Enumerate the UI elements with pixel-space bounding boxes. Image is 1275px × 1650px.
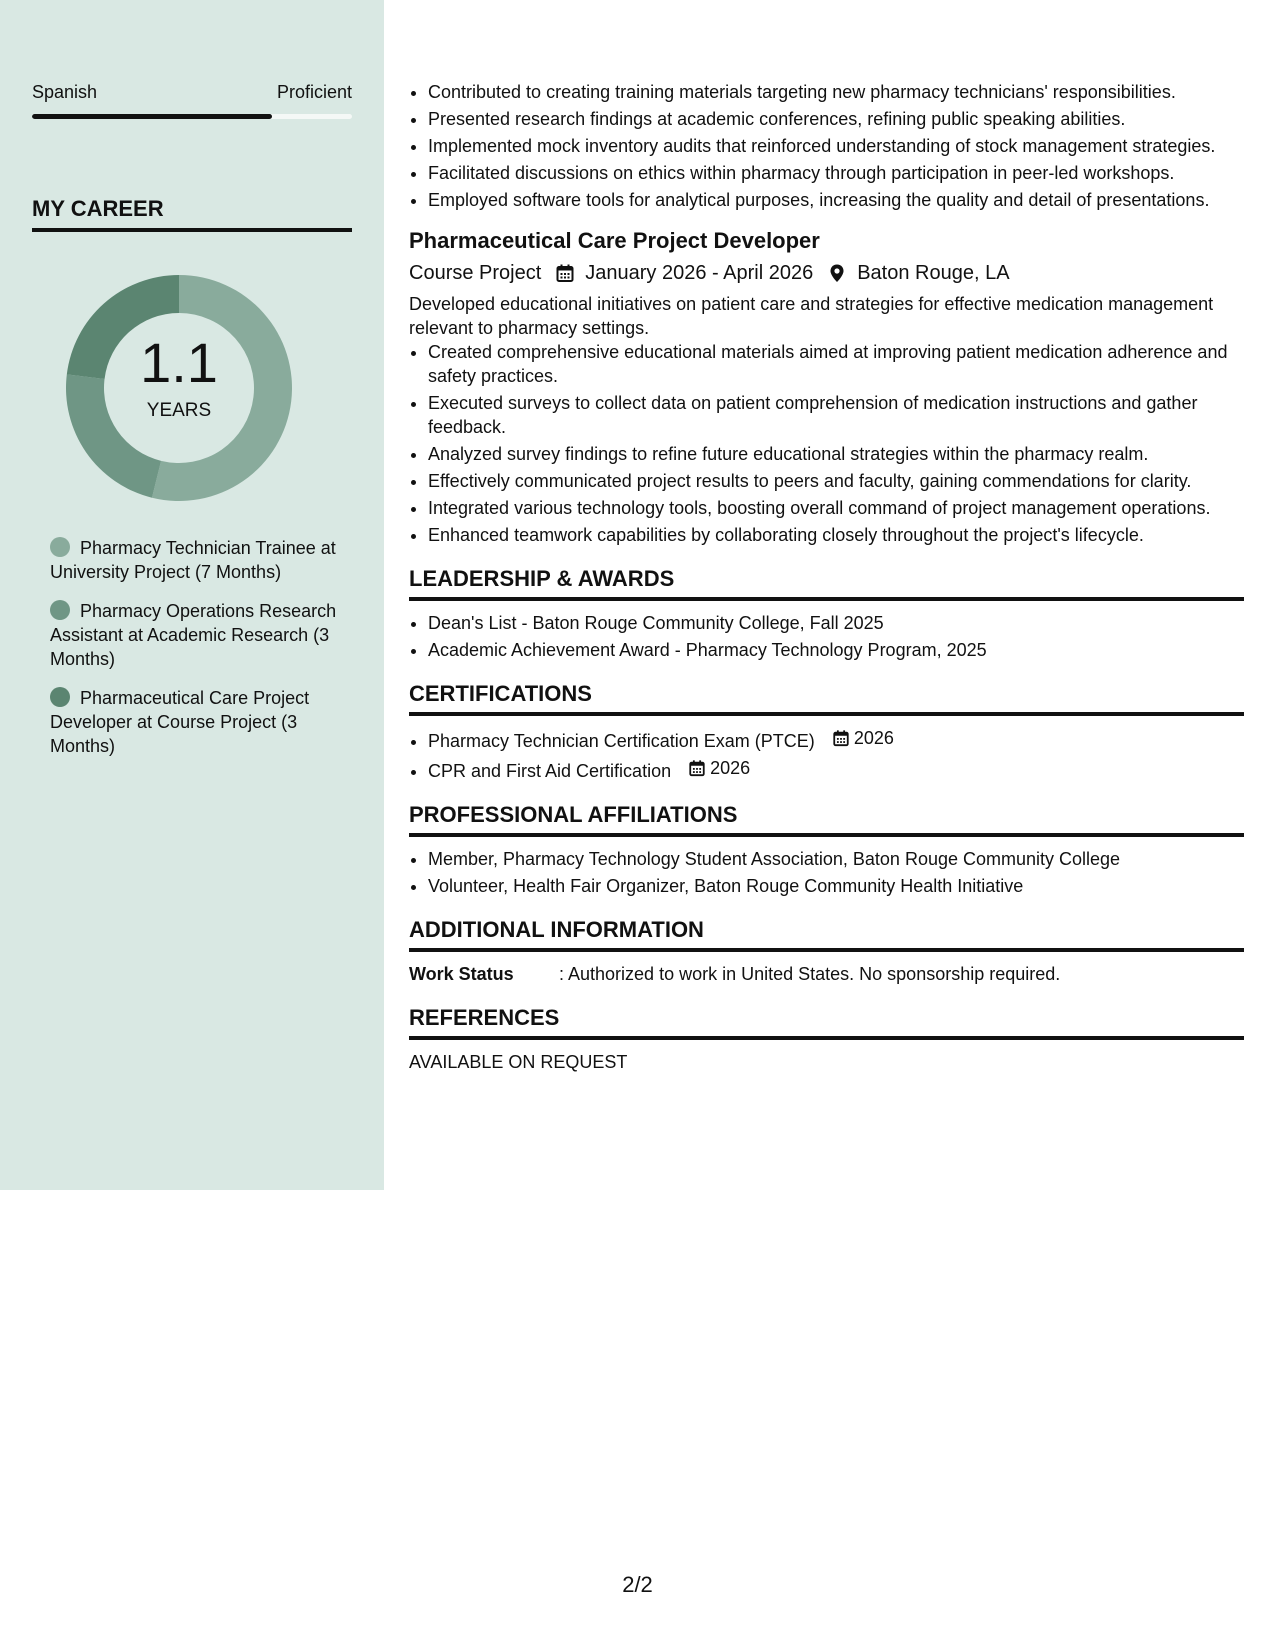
affiliations-list [409,847,1244,898]
certification-name: CPR and First Aid Certification [428,761,672,781]
work-status-label: Work Status [409,964,514,984]
job-meta [409,258,1244,288]
legend-dot-icon [50,687,70,707]
map-pin-icon [827,263,847,283]
career-donut-chart [66,275,292,501]
career-legend [50,536,340,773]
certification-name: Pharmacy Technician Certification Exam (PTCE) [428,731,815,751]
certifications-heading: CERTIFICATIONS [409,680,1244,716]
affiliations-heading: PROFESSIONAL AFFILIATIONS [409,801,1244,837]
job-dates: January 2026 - April 2026 [585,262,814,284]
career-total-value: 1.1 [140,331,218,394]
list-item: • Volunteer, Health Fair Organizer, Baton Rouge Community Health Initiative [428,874,1244,898]
career-legend-label: Pharmaceutical Care Project Developer at Course Project (3 Months) [50,688,310,756]
list-item: • Employed software tools for analytical purposes, increasing the quality and detail of presentations. [428,188,1244,212]
leadership-heading: LEADERSHIP & AWARDS [409,565,1244,601]
career-legend-item [50,599,340,671]
job-location: Baton Rouge, LA [857,262,1010,284]
certification-date [832,726,894,750]
calendar-icon [688,759,706,777]
references-text: AVAILABLE ON REQUEST [409,1052,628,1072]
work-status-value: : Authorized to work in United States. No sponsorship required. [559,964,1061,984]
calendar-icon [555,263,575,283]
career-total-unit: YEARS [146,400,212,421]
list-item: • Facilitated discussions on ethics within pharmacy through participation in peer-led workshops. [428,161,1244,185]
career-legend-item [50,686,340,758]
work-status-row [409,962,1244,986]
list-item: • Integrated various technology tools, boosting overall command of project management operations. [428,496,1244,520]
list-item: • Contributed to creating training materials targeting new pharmacy technicians' responsibilities. [428,80,1244,104]
job-title: Pharmaceutical Care Project Developer [409,228,820,253]
calendar-icon [832,729,850,747]
list-item: • Member, Pharmacy Technology Student Association, Baton Rouge Community College [428,847,1244,871]
list-item [428,726,1244,753]
previous-job-bullets [409,80,1244,212]
language-level: Proficient [276,82,352,102]
list-item: • Presented research findings at academic conferences, refining public speaking abilities. [428,107,1244,131]
list-item: • Effectively communicated project results to peers and faculty, gaining commendations for clarity. [428,469,1244,493]
leadership-list [409,611,1244,662]
certifications-list [409,726,1244,783]
list-item: • Analyzed survey findings to refine future educational strategies within the pharmacy realm. [428,442,1244,466]
certification-year: 2026 [710,758,751,778]
list-item: • Executed surveys to collect data on patient comprehension of medication instructions and gather feedback. [428,391,1244,439]
language-level-bar [32,114,352,119]
references-heading: REFERENCES [409,1004,1244,1040]
job-description: Developed educational initiatives on patient care and strategies for effective medication management relevant to pharmacy settings. [409,294,1214,338]
sidebar [0,0,384,1190]
page-number: 2/2 [622,1572,653,1597]
legend-dot-icon [50,600,70,620]
main-content [409,80,1244,1074]
list-item [428,756,1244,783]
language-name: Spanish [32,82,98,102]
legend-dot-icon [50,537,70,557]
job-org: Course Project [409,262,542,284]
list-item: • Implemented mock inventory audits that reinforced understanding of stock management strategies. [428,134,1244,158]
certification-year: 2026 [853,728,894,748]
additional-info-heading: ADDITIONAL INFORMATION [409,916,1244,952]
career-heading: MY CAREER [32,196,352,232]
list-item: • Academic Achievement Award - Pharmacy Technology Program, 2025 [428,638,1244,662]
job-bullets [409,340,1244,547]
certification-date [688,756,750,780]
career-legend-label: Pharmacy Operations Research Assistant at Academic Research (3 Months) [50,601,337,669]
career-legend-item [50,536,340,584]
career-legend-label: Pharmacy Technician Trainee at University Project (7 Months) [50,538,336,582]
list-item: • Dean's List - Baton Rouge Community College, Fall 2025 [428,611,1244,635]
list-item: • Created comprehensive educational materials aimed at improving patient medication adherence and safety practices. [428,340,1244,388]
language-level-fill [32,114,272,119]
language-row [32,82,352,103]
list-item: • Enhanced teamwork capabilities by collaborating closely throughout the project's lifecycle. [428,523,1244,547]
